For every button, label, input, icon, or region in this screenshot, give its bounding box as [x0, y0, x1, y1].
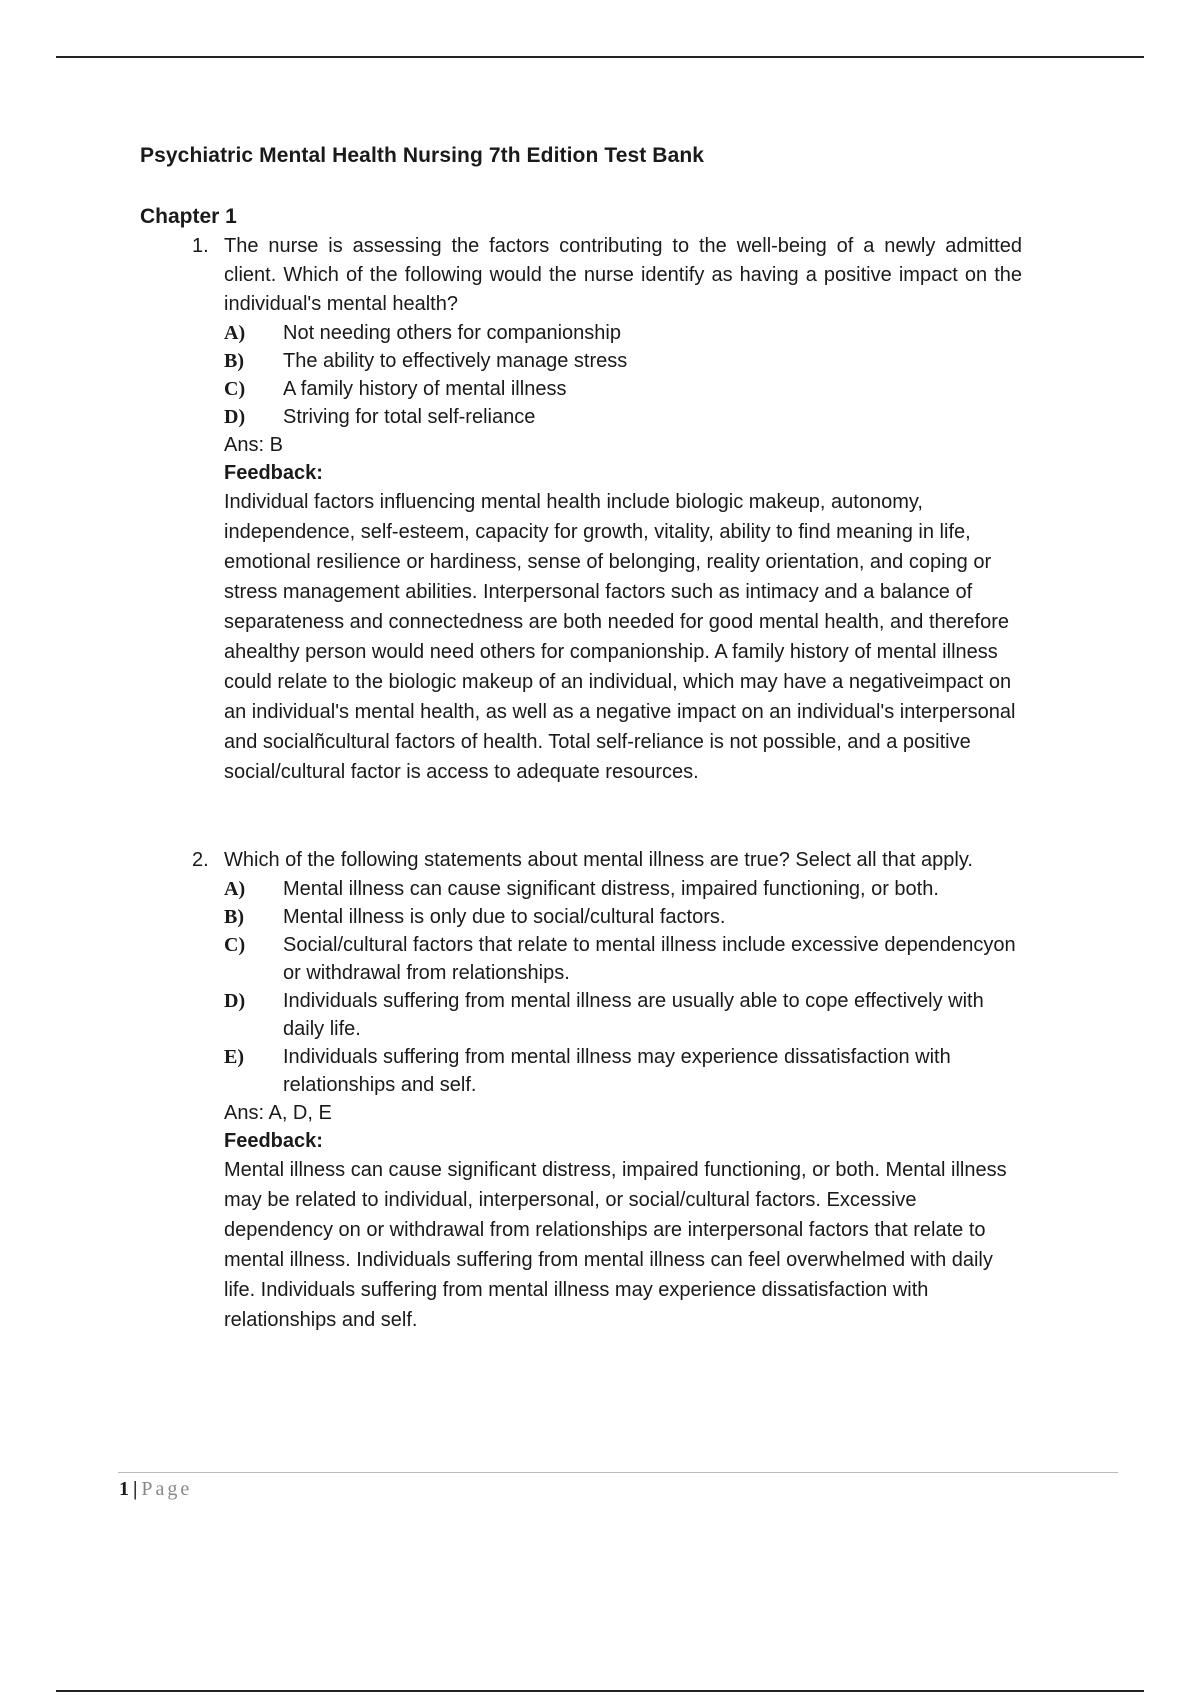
option-b — [224, 347, 1022, 375]
option-text: Individuals suffering from mental illness are usually able to cope effectively with daily life. — [283, 990, 984, 1040]
question-1 — [192, 232, 1022, 787]
option-text: The ability to effectively manage stress — [283, 350, 628, 372]
page-separator: | — [133, 1478, 138, 1500]
option-text: Mental illness is only due to social/cultural factors. — [283, 906, 726, 928]
document-title: Psychiatric Mental Health Nursing 7th Edition Test Bank — [140, 144, 705, 167]
option-text: Social/cultural factors that relate to mental illness include excessive dependencyon or withdrawal from relationships. — [283, 934, 1016, 984]
chapter-heading: Chapter 1 — [140, 205, 237, 228]
bottom-rule — [56, 1690, 1144, 1692]
feedback-text: Individual factors influencing mental health include biologic makeup, autonomy, independence, self-esteem, capacity for growth, vitality, ability to find meaning in life, emotional resilience or hardiness, sense of belonging, reality orientation, and coping or stress management abilities. Interpersonal factors such as intimacy and a balance of separateness and connectedness are both needed for good mental health, and therefore ahealthy person would need others for companionship. A family history of mental illness could relate to the biologic makeup of an individual, which may have a negativeimpact on an individual's mental health, as well as a negative impact on an individual's interpersonal and socialñcultural factors of health. Total self-reliance is not possible, and a positive social/cultural factor is access to adequate resources. — [224, 491, 1016, 783]
option-a — [224, 875, 1022, 903]
option-text: Mental illness can cause significant distress, impaired functioning, or both. — [283, 878, 939, 900]
answer-key: Ans: A, D, E — [224, 1102, 332, 1124]
option-text: Striving for total self-reliance — [283, 406, 536, 428]
option-letter: E) — [224, 1046, 244, 1068]
question-stem — [192, 232, 1022, 319]
option-text: Not needing others for companionship — [283, 322, 621, 344]
page-label: Page — [141, 1478, 193, 1500]
option-letter: D) — [224, 990, 246, 1012]
feedback-label: Feedback: — [224, 1130, 323, 1152]
page-footer — [119, 1478, 192, 1501]
page-number: 1 — [119, 1478, 129, 1500]
footer-rule — [118, 1472, 1118, 1473]
option-b — [224, 903, 1022, 931]
option-d — [224, 987, 1022, 1043]
question-text: The nurse is assessing the factors contributing to the well-being of a newly admitted client. Which of the following would the nurse identify as having a positive impact on the individual's mental health? — [224, 235, 1022, 315]
option-a — [224, 319, 1022, 347]
question-stem — [192, 846, 1022, 875]
option-letter: A) — [224, 878, 246, 900]
option-letter: B) — [224, 906, 244, 928]
option-letter: B) — [224, 350, 244, 372]
option-letter: A) — [224, 322, 246, 344]
option-letter: C) — [224, 934, 246, 956]
answer-options — [224, 875, 1022, 1099]
option-text: Individuals suffering from mental illness may experience dissatisfaction with relationships and self. — [283, 1046, 951, 1096]
feedback-text: Mental illness can cause significant distress, impaired functioning, or both. Mental illness may be related to individual, interpersonal, or social/cultural factors. Excessive dependency on or withdrawal from relationships are interpersonal factors that relate to mental illness. Individuals suffering from mental illness can feel overwhelmed with daily life. Individuals suffering from mental illness may experience dissatisfaction with relationships and self. — [224, 1159, 1007, 1331]
answer-key: Ans: B — [224, 434, 283, 456]
feedback-label: Feedback: — [224, 462, 323, 484]
top-rule — [56, 56, 1144, 58]
question-number: 2. — [192, 849, 209, 871]
option-letter: D) — [224, 406, 246, 428]
option-letter: C) — [224, 378, 246, 400]
question-text: Which of the following statements about mental illness are true? Select all that apply. — [224, 849, 973, 871]
answer-options — [224, 319, 1022, 431]
option-e — [224, 1043, 1022, 1099]
option-c — [224, 931, 1022, 987]
question-number: 1. — [192, 235, 209, 257]
option-c — [224, 375, 1022, 403]
question-2 — [192, 846, 1022, 1335]
option-d — [224, 403, 1022, 431]
option-text: A family history of mental illness — [283, 378, 567, 400]
